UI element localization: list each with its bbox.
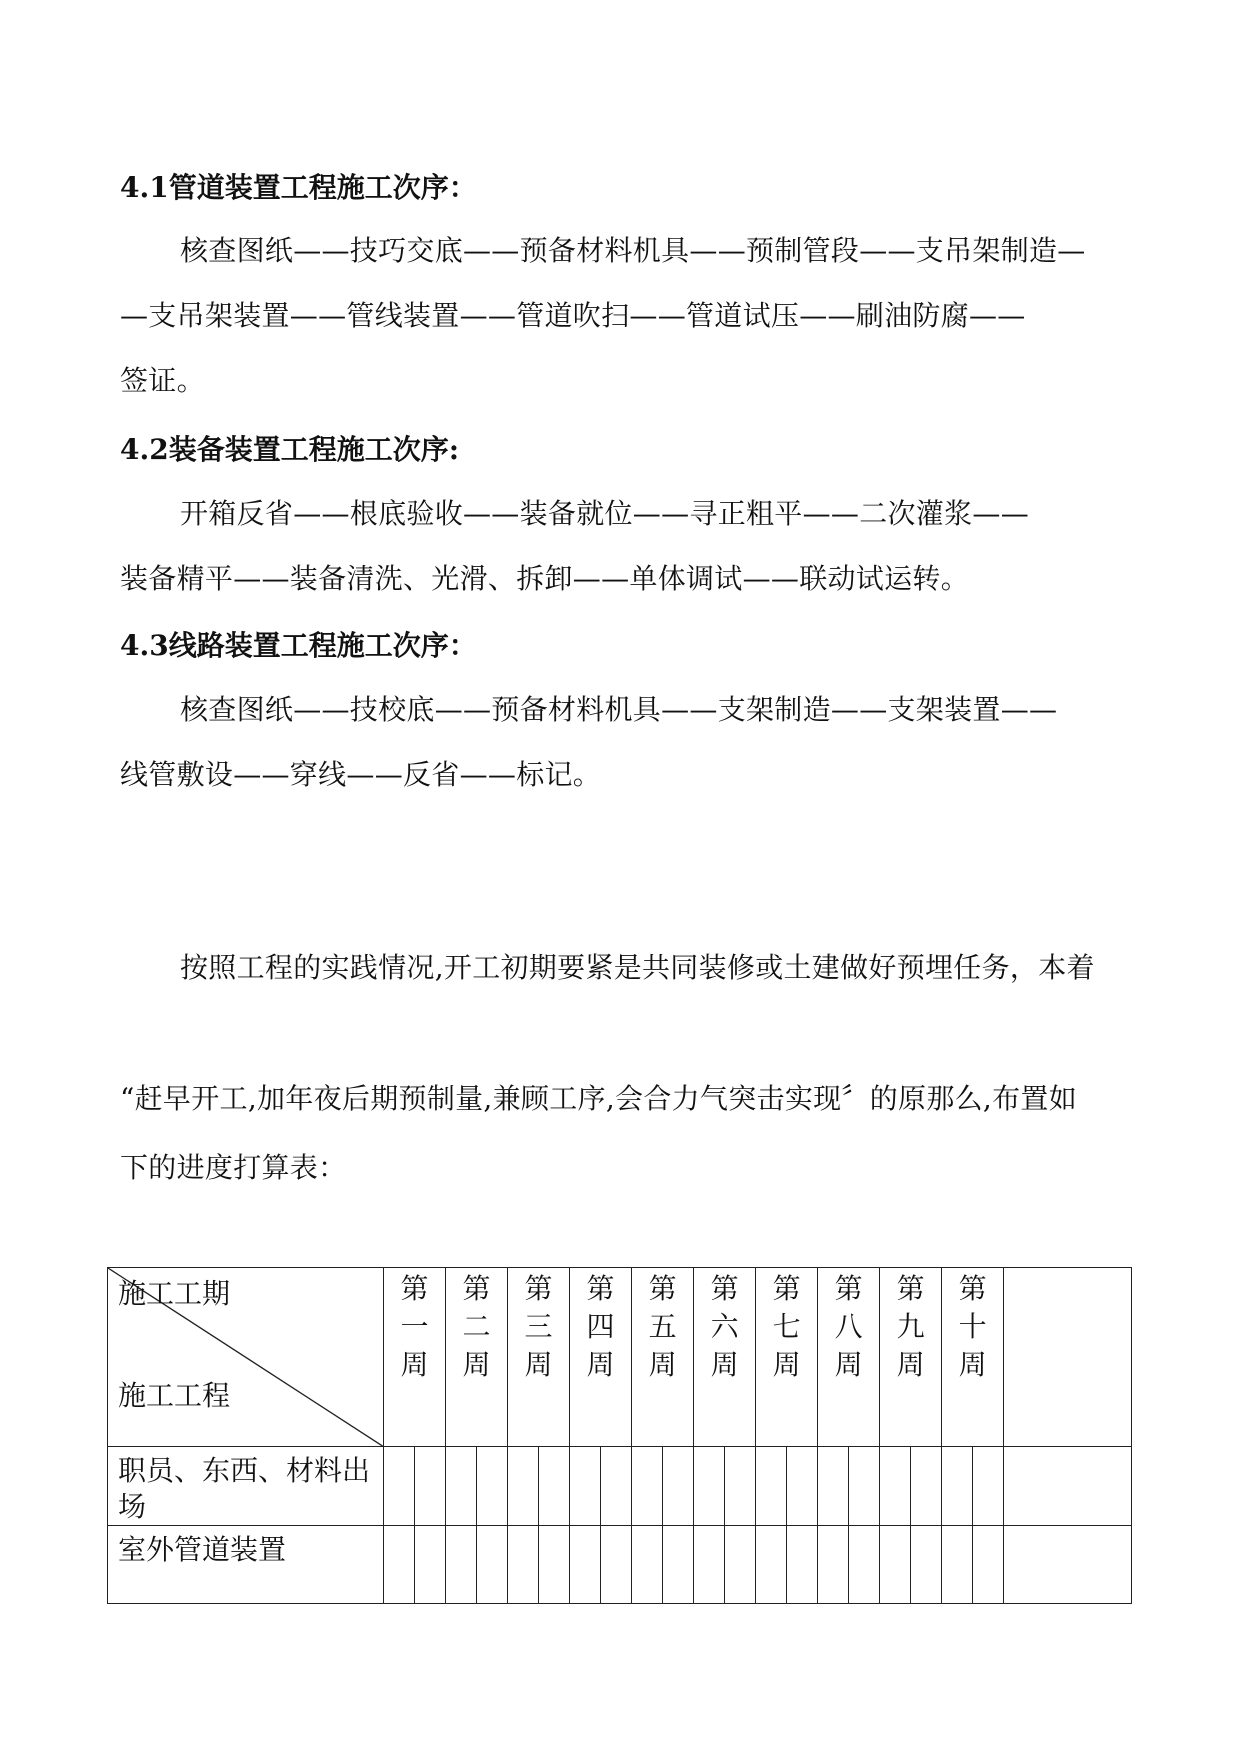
half-week-cell (539, 1526, 570, 1604)
half-week-cell (756, 1526, 787, 1604)
half-week-cell (725, 1447, 756, 1526)
half-week-cell (539, 1447, 570, 1526)
half-week-cell (415, 1526, 446, 1604)
half-week-cell (570, 1447, 601, 1526)
table-row (108, 1447, 1132, 1526)
half-week-cell (632, 1447, 663, 1526)
half-week-cell (477, 1526, 508, 1604)
section-4-1-line-1: 核查图纸——技巧交底——预备材料机具——预制管段——支吊架制造— (180, 234, 1086, 267)
half-week-cell (663, 1447, 694, 1526)
half-week-cell (384, 1526, 415, 1604)
half-week-cell (508, 1447, 539, 1526)
schedule-paragraph-line-3: 下的进度打算表： (120, 1151, 347, 1184)
week-header-2: 第 二 周 (446, 1268, 508, 1447)
section-4-2-heading: 4.2装备装置工程施工次序: (120, 433, 460, 466)
half-week-cell (880, 1447, 911, 1526)
half-week-cell (756, 1447, 787, 1526)
week-header-4: 第 四 周 (570, 1268, 632, 1447)
half-week-cell (694, 1447, 725, 1526)
half-week-cell (787, 1447, 818, 1526)
section-4-3-line-1: 核查图纸——技校底——预备材料机具——支架制造——支架装置—— (180, 693, 1058, 726)
half-week-cell (973, 1447, 1004, 1526)
row-label-outdoor-piping: 室外管道装置 (108, 1526, 384, 1604)
half-week-cell (911, 1526, 942, 1604)
section-4-3-line-2: 线管敷设——穿线——反省——标记。 (120, 758, 602, 791)
week-header-9: 第 九 周 (880, 1268, 942, 1447)
schedule-paragraph-line-2: “赶早开工,加年夜后期预制量,兼顾工序,会合力气突击实现〞的原那么,布置如 (120, 1082, 1078, 1115)
week-header-3: 第 三 周 (508, 1268, 570, 1447)
week-header-5: 第 五 周 (632, 1268, 694, 1447)
half-week-cell (477, 1447, 508, 1526)
week-header-8: 第 八 周 (818, 1268, 880, 1447)
half-week-cell (570, 1526, 601, 1604)
half-week-cell (384, 1447, 415, 1526)
week-header-1: 第 一 周 (384, 1268, 446, 1447)
schedule-paragraph-line-1: 按照工程的实践情况,开工初期要紧是共同装修或土建做好预埋任务，本着 (180, 951, 1095, 984)
section-4-2-line-2: 装备精平——装备清洗、光滑、拆卸——单体调试——联动试运转。 (120, 562, 970, 595)
half-week-cell (942, 1526, 973, 1604)
section-4-1-line-2: —支吊架装置——管线装置——管道吹扫——管道试压——刷油防腐—— (120, 299, 1026, 332)
week-header-6: 第 六 周 (694, 1268, 756, 1447)
table-row (108, 1526, 1132, 1604)
half-week-cell (818, 1447, 849, 1526)
half-week-cell (849, 1447, 880, 1526)
half-week-cell (508, 1526, 539, 1604)
half-week-cell (880, 1526, 911, 1604)
section-4-1-line-3: 签证。 (120, 364, 205, 397)
half-week-cell (446, 1447, 477, 1526)
half-week-cell (787, 1526, 818, 1604)
half-week-cell (942, 1447, 973, 1526)
schedule-table (107, 1267, 1132, 1604)
half-week-cell (632, 1526, 663, 1604)
half-week-cell (818, 1526, 849, 1604)
half-week-cell (694, 1526, 725, 1604)
section-4-3-heading: 4.3线路装置工程施工次序： (120, 629, 477, 662)
half-week-cell (601, 1526, 632, 1604)
week-header-7: 第 七 周 (756, 1268, 818, 1447)
half-week-cell (849, 1526, 880, 1604)
half-week-cell (911, 1447, 942, 1526)
half-week-cell (415, 1447, 446, 1526)
half-week-cell (973, 1526, 1004, 1604)
table-corner-cell (108, 1268, 384, 1447)
corner-label-project: 施工工程 (118, 1379, 231, 1412)
row-label-staff-tools-materials: 职员、东西、材料出 场 (108, 1447, 384, 1526)
blank-cell (1004, 1526, 1132, 1604)
corner-label-period: 施工工期 (118, 1277, 231, 1310)
section-4-1-heading: 4.1管道装置工程施工次序： (120, 171, 477, 204)
half-week-cell (446, 1526, 477, 1604)
section-4-2-line-1: 开箱反省——根底验收——装备就位——寻正粗平——二次灌浆—— (180, 497, 1030, 530)
week-header-10: 第 十 周 (942, 1268, 1004, 1447)
half-week-cell (725, 1526, 756, 1604)
blank-cell (1004, 1447, 1132, 1526)
blank-header-cell (1004, 1268, 1132, 1447)
half-week-cell (601, 1447, 632, 1526)
half-week-cell (663, 1526, 694, 1604)
